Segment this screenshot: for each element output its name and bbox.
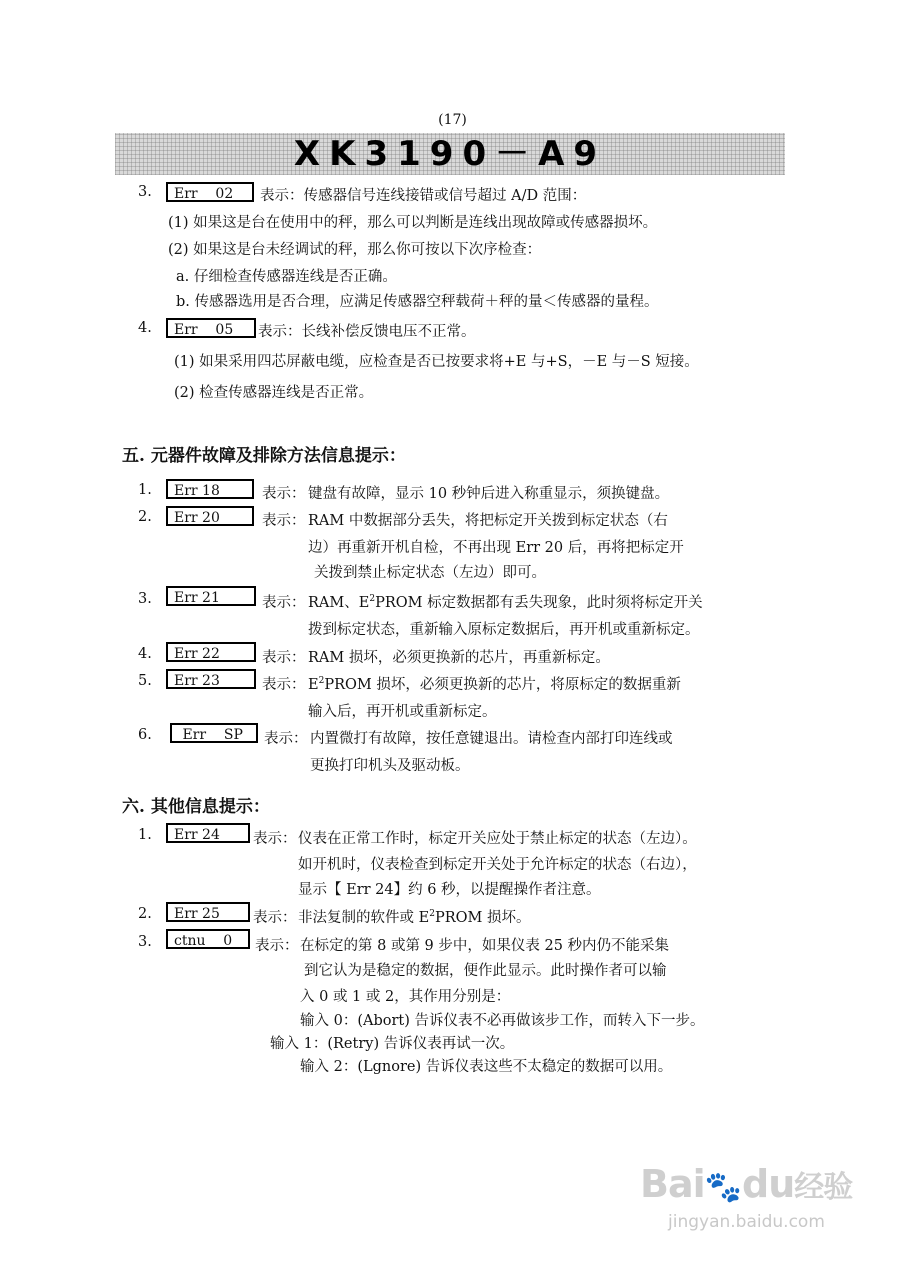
item-number: 1. xyxy=(138,827,152,843)
error-code-box: ctnu 0 xyxy=(166,929,250,949)
document-title: XK3190－A9 xyxy=(293,134,607,174)
watermark-text: 经验 xyxy=(794,1170,853,1205)
section-heading: 六. 其他信息提示： xyxy=(122,797,270,817)
error-code-box: Err 22 xyxy=(166,642,256,662)
error-description: 键盘有故障，显示 10 秒钟后进入称重显示，须换键盘。 xyxy=(308,486,670,502)
label-biaoshi: 表示： xyxy=(262,650,306,666)
sub-item: (2) 检查传感器连线是否正常。 xyxy=(174,385,374,401)
sub-item: (2) 如果这是台未经调试的秤，那么你可按以下次序检查： xyxy=(168,242,542,258)
desc-part: PROM 损坏，必须更换新的芯片，将原标定的数据重新 xyxy=(324,677,681,693)
error-code-box: Err 05 xyxy=(166,318,256,338)
item-number: 2. xyxy=(138,509,152,525)
label-biaoshi: 表示： xyxy=(262,486,306,502)
desc-part: 非法复制的软件或 E xyxy=(298,910,430,926)
error-code-box: Err 20 xyxy=(166,506,254,526)
error-description: 显示【 Err 24】约 6 秒，以提醒操作者注意。 xyxy=(298,882,601,898)
sub-item: (1) 如果这是台在使用中的秤，那么可以判断是连线出现故障或传感器损坏。 xyxy=(168,215,658,231)
desc-part: PROM 标定数据都有丢失现象，此时须将标定开关 xyxy=(375,595,703,611)
error-description: 拨到标定状态，重新输入原标定数据后，再开机或重新标定。 xyxy=(308,622,700,638)
item-number: 1. xyxy=(138,482,152,498)
error-description: 在标定的第 8 或第 9 步中，如果仪表 25 秒内仍不能采集 xyxy=(300,938,670,954)
error-description: RAM 中数据部分丢失，将把标定开关拨到标定状态（右 xyxy=(308,513,668,529)
desc-part: PROM 损坏。 xyxy=(434,910,531,926)
watermark-text: du xyxy=(742,1162,795,1206)
title-banner xyxy=(115,133,785,175)
baidu-watermark-logo xyxy=(640,1162,852,1206)
error-description xyxy=(298,906,530,927)
item-number: 4. xyxy=(138,646,152,662)
label-biaoshi: 表示： xyxy=(262,513,306,529)
watermark-text: Bai xyxy=(640,1162,705,1206)
sub-item: a. 仔细检查传感器连线是否正确。 xyxy=(176,269,397,285)
error-description xyxy=(308,591,703,612)
item-number: 3. xyxy=(138,934,152,950)
item-number: 6. xyxy=(138,727,152,743)
label-biaoshi: 表示： xyxy=(264,731,308,747)
error-description: 内置微打有故障，按任意键退出。请检查内部打印连线或 xyxy=(310,731,673,747)
error-code-box: Err 24 xyxy=(166,823,250,843)
sub-item: (1) 如果采用四芯屏蔽电缆，应检查是否已按要求将+E 与+S，－E 与－S 短接。 xyxy=(174,354,699,370)
desc-part: RAM、E xyxy=(308,595,370,611)
superscript: 2 xyxy=(318,676,325,687)
error-description: 仪表在正常工作时，标定开关应处于禁止标定的状态（左边）。 xyxy=(298,831,697,847)
error-description: 输入后，再开机或重新标定。 xyxy=(308,704,497,720)
paw-icon: 🐾 xyxy=(704,1170,742,1205)
input-option: 输入 0：(Abort) 告诉仪表不必再做该步工作，而转入下一步。 xyxy=(300,1013,705,1029)
error-code-box: Err 18 xyxy=(166,479,254,499)
error-description: 边）再重新开机自检，不再出现 Err 20 后，再将把标定开 xyxy=(308,540,684,556)
superscript: 2 xyxy=(429,909,435,920)
section-heading: 五. 元器件故障及排除方法信息提示： xyxy=(122,446,406,466)
sub-item: b. 传感器选用是否合理，应满足传感器空秤载荷＋秤的量＜传感器的量程。 xyxy=(176,294,659,310)
error-code-box: Err SP xyxy=(170,723,258,743)
item-number: 3. xyxy=(138,184,152,200)
input-option: 输入 1：(Retry) 告诉仪表再试一次。 xyxy=(270,1036,515,1052)
desc-part: E xyxy=(308,677,319,693)
watermark-url: jingyan.baidu.com xyxy=(668,1212,825,1232)
superscript: 2 xyxy=(369,594,376,605)
input-option: 输入 2：(Lgnore) 告诉仪表这些不太稳定的数据可以用。 xyxy=(300,1059,673,1075)
error-description: 如开机时，仪表检查到标定开关处于允许标定的状态（右边）， xyxy=(298,857,697,873)
label-biaoshi: 表示： xyxy=(253,910,297,926)
error-code-box: Err 25 xyxy=(166,902,250,922)
error-description: 关拨到禁止标定状态（左边）即可。 xyxy=(314,565,546,581)
error-code-box: Err 21 xyxy=(166,586,256,606)
error-description: 到它认为是稳定的数据，便作此显示。此时操作者可以输 xyxy=(304,963,667,979)
item-number: 3. xyxy=(138,591,152,607)
item-number: 4. xyxy=(138,320,152,336)
label-biaoshi: 表示： xyxy=(262,677,306,693)
label-biaoshi: 表示： xyxy=(255,938,299,954)
error-description: 表示：传感器信号连线接错或信号超过 A/D 范围： xyxy=(260,188,587,204)
error-description: 表示：长线补偿反馈电压不正常。 xyxy=(258,324,476,340)
error-description xyxy=(308,673,681,694)
error-description: RAM 损坏，必须更换新的芯片，再重新标定。 xyxy=(308,650,610,666)
item-number: 2. xyxy=(138,906,152,922)
item-number: 5. xyxy=(138,673,152,689)
error-code-box: Err 02 xyxy=(166,182,254,202)
label-biaoshi: 表示： xyxy=(253,831,297,847)
error-description: 更换打印机头及驱动板。 xyxy=(310,758,470,774)
error-code-box: Err 23 xyxy=(166,669,256,689)
error-description: 入 0 或 1 或 2，其作用分别是： xyxy=(300,989,511,1005)
page-number: (17) xyxy=(438,112,467,128)
label-biaoshi: 表示： xyxy=(262,595,306,611)
